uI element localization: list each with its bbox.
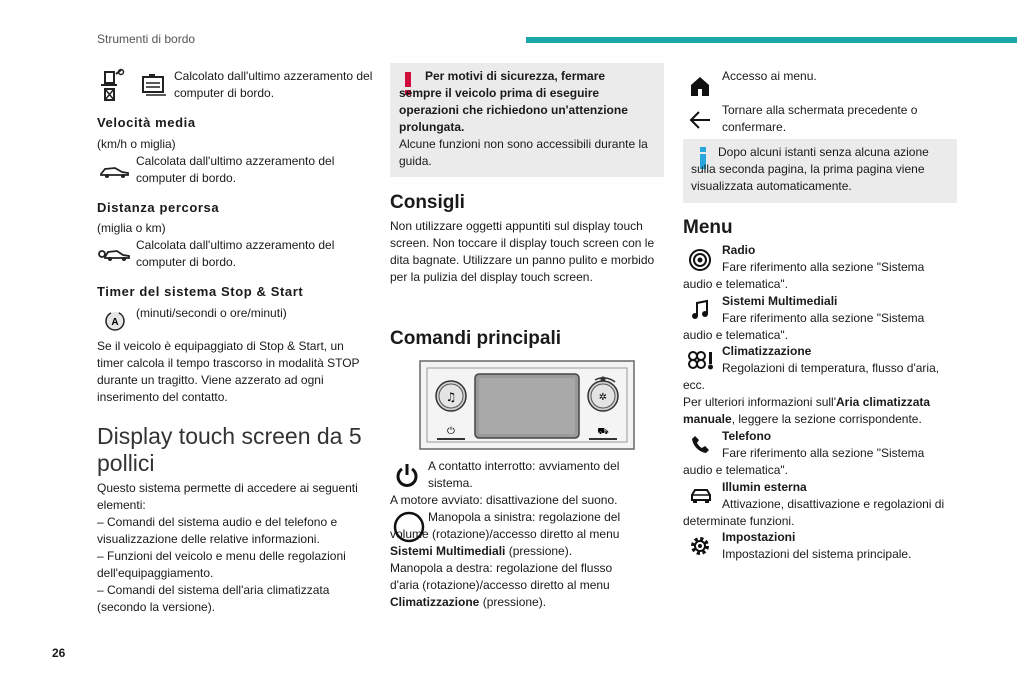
impostazioni-text: Impostazioni del sistema principale. bbox=[722, 547, 912, 561]
running-header: Strumenti di bordo bbox=[97, 32, 196, 46]
telefono-text: Fare riferimento alla sezione "Sistema audio e telematica". bbox=[683, 446, 925, 477]
radio-title: Radio bbox=[722, 243, 756, 257]
illum-text: Attivazione, disattivazione e regolazioni di determinate funzioni. bbox=[683, 497, 945, 528]
menu-title: Menu bbox=[683, 217, 733, 238]
knob-right-text: Manopola a destra: regolazione del flusso d'aria (rotazione)/accesso diretto al menu Climatizzazione (pressione). bbox=[390, 561, 613, 609]
multimedia-text: Fare riferimento alla sezione "Sistema audio e telematica". bbox=[683, 311, 925, 342]
back-arrow-icon bbox=[688, 110, 712, 130]
back-text: Tornare alla schermata precedente o confermare. bbox=[722, 103, 918, 134]
multimedia-title: Sistemi Multimediali bbox=[722, 294, 838, 308]
display-list bbox=[97, 514, 375, 616]
clima-more: Per ulteriori informazioni sull'Aria climatizzata manuale, leggere la sezione corrispondente. bbox=[683, 395, 931, 426]
page-number: 26 bbox=[52, 646, 66, 660]
svg-text:✲: ✲ bbox=[598, 392, 608, 403]
warning-text: Alcune funzioni non sono accessibili durante la guida. bbox=[399, 137, 648, 168]
avg-speed-text: Calcolata dall'ultimo azzeramento del computer di bordo. bbox=[136, 154, 335, 185]
stop-start-icon bbox=[103, 309, 127, 333]
home-text: Accesso ai menu. bbox=[722, 69, 817, 83]
distance-unit: (miglia o km) bbox=[97, 221, 166, 235]
avg-speed-unit: (km/h o miglia) bbox=[97, 137, 176, 151]
svg-text:A: A bbox=[111, 317, 119, 328]
avg-speed-title: Velocità media bbox=[97, 115, 196, 130]
impostazioni-title: Impostazioni bbox=[722, 530, 796, 544]
display-item-2: – Funzioni del veicolo e menu delle regolazioni dell'equipaggiamento. bbox=[97, 549, 346, 580]
consigli-text: Non utilizzare oggetti appuntiti sul display touch screen. Non toccare il display touch screen con le dita bagnate. Utilizzare un panno pulito e morbido per la pulizia del display touch screen. bbox=[390, 219, 655, 284]
svg-text:⛟: ⛟ bbox=[597, 427, 609, 437]
knob-left-text: Manopola a sinistra: regolazione del volume (rotazione)/accesso diretto al menu Sistemi Multimediali (pressione). bbox=[390, 510, 621, 558]
consigli-title: Consigli bbox=[390, 192, 465, 213]
display-title: Display touch screen da 5 pollici bbox=[97, 423, 362, 476]
header-accent-bar bbox=[526, 37, 1017, 43]
clima-title: Climatizzazione bbox=[722, 344, 812, 358]
info-text: Dopo alcuni istanti senza alcuna azione sulla seconda pagina, la prima pagina viene visualizzata automaticamente. bbox=[691, 145, 929, 193]
distance-title: Distanza percorsa bbox=[97, 200, 220, 215]
illum-title: Illumin esterna bbox=[722, 480, 807, 494]
telefono-title: Telefono bbox=[722, 429, 772, 443]
radio-text: Fare riferimento alla sezione "Sistema audio e telematica". bbox=[683, 260, 925, 291]
home-icon bbox=[690, 75, 710, 97]
gear-icon bbox=[689, 535, 711, 557]
display-item-1: – Comandi del sistema audio e del telefono e visualizzazione delle relative informazioni. bbox=[97, 515, 338, 546]
stopstart-text: Se il veicolo è equipaggiato di Stop & Start, un timer calcola il tempo trascorso in modalità STOP durante un tragitto. Viene azzerato ad ogni inserimento del contatto. bbox=[97, 339, 360, 404]
display-intro: Questo sistema permette di accedere ai seguenti elementi: bbox=[97, 481, 358, 512]
power-icon bbox=[395, 462, 419, 488]
comandi-title: Comandi principali bbox=[390, 328, 562, 349]
svg-text:⏻: ⏻ bbox=[447, 426, 455, 437]
head-unit-illustration bbox=[419, 360, 635, 452]
fuel-text: Calcolato dall'ultimo azzeramento del computer di bordo. bbox=[174, 69, 373, 100]
trip-counter-icon bbox=[140, 74, 168, 98]
distance-text: Calcolata dall'ultimo azzeramento del computer di bordo. bbox=[136, 238, 335, 269]
power-text-2: A motore avviato: disattivazione del suono. bbox=[390, 493, 618, 507]
car-speed-icon bbox=[99, 163, 131, 179]
clima-text: Regolazioni di temperatura, flusso d'aria, ecc. bbox=[683, 361, 940, 392]
svg-text:♫: ♫ bbox=[445, 390, 457, 404]
warning-bold: Per motivi di sicurezza, fermare sempre il veicolo prima di eseguire operazioni che richiedono un'attenzione prolungata. bbox=[399, 69, 628, 134]
stopstart-title: Timer del sistema Stop & Start bbox=[97, 284, 304, 299]
display-item-3: – Comandi del sistema dell'aria climatizzata (secondo la versione). bbox=[97, 583, 330, 614]
power-text: A contatto interrotto: avviamento del sistema. bbox=[428, 459, 620, 490]
fuel-pump-icon bbox=[97, 68, 127, 102]
car-distance-icon bbox=[98, 246, 132, 262]
stopstart-unit: (minuti/secondi o ore/minuti) bbox=[136, 306, 287, 320]
